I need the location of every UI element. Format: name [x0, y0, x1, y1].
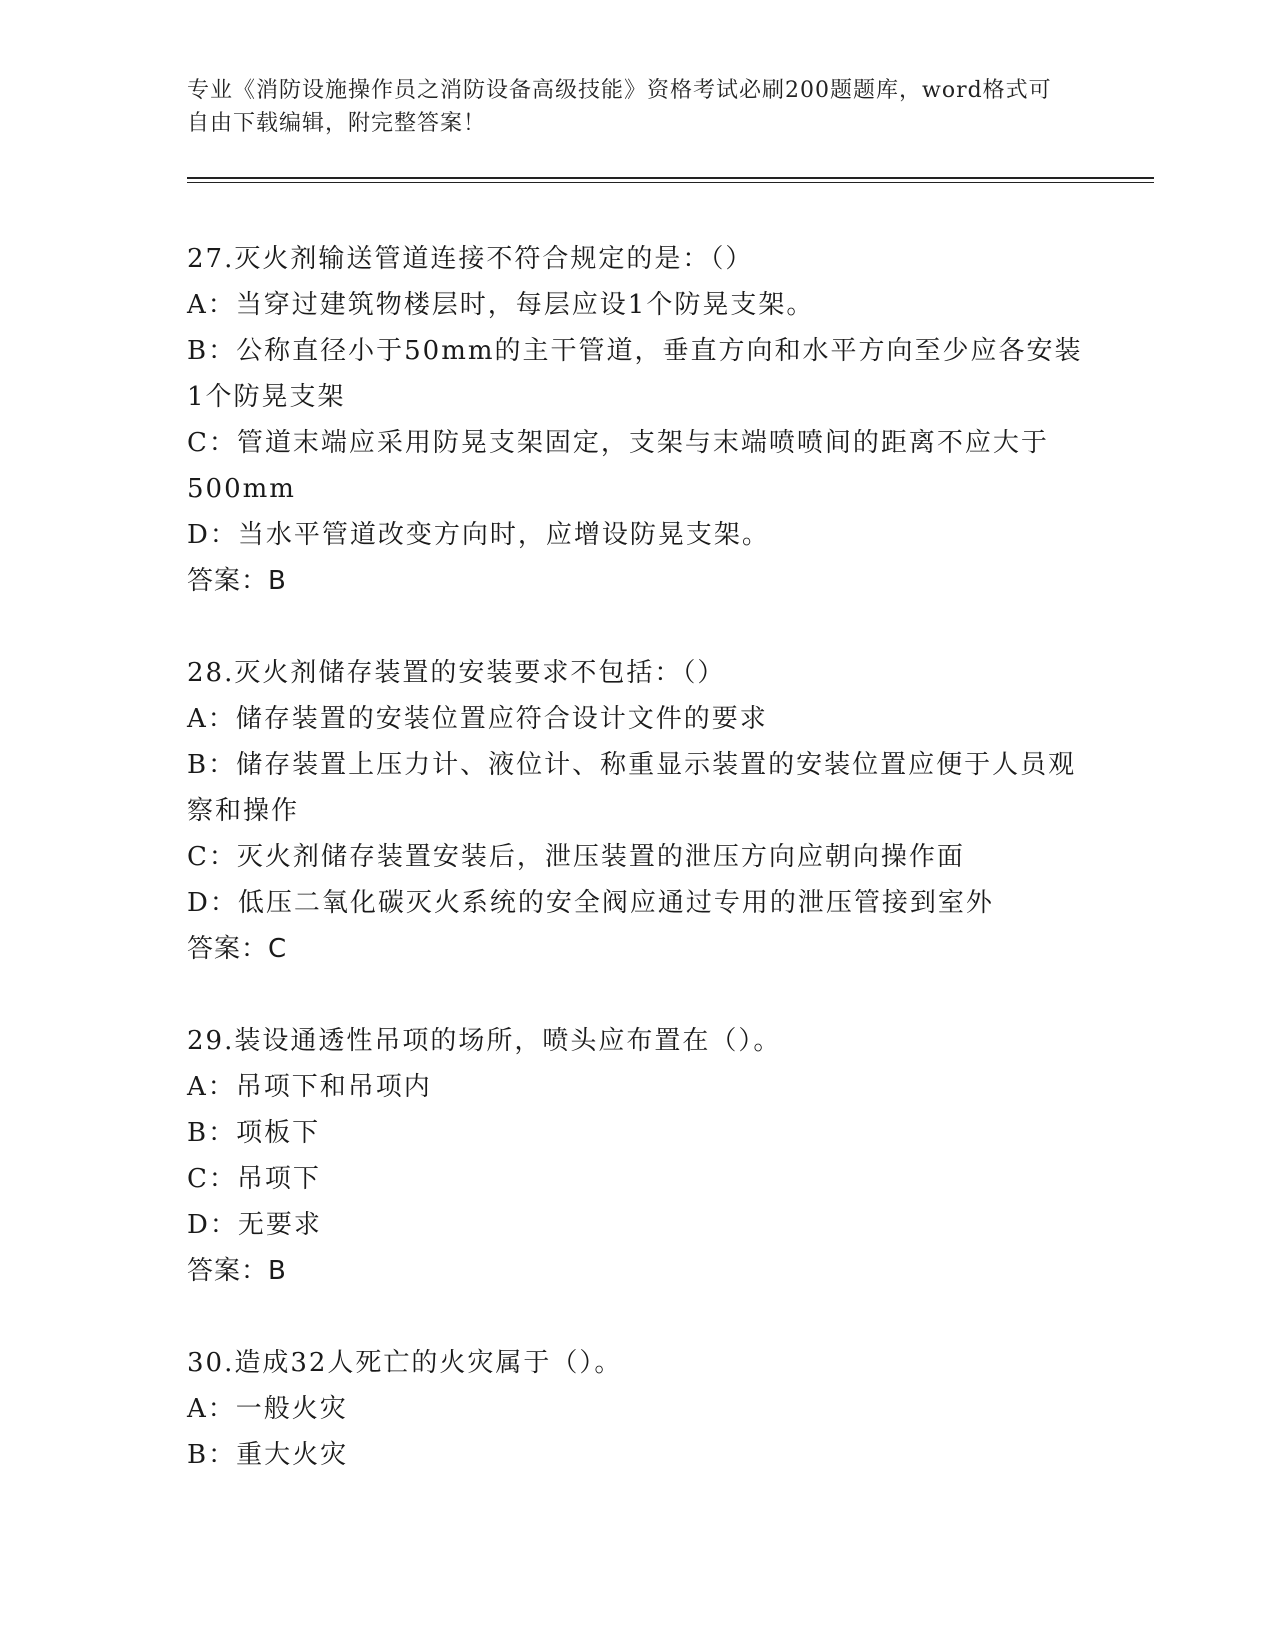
option-c: C：灭火剂储存装置安装后，泄压装置的泄压方向应朝向操作面 [187, 842, 965, 872]
option-c: C：吊项下 [187, 1164, 321, 1194]
answer-label: 答案：B [187, 1256, 287, 1286]
question-28 [187, 650, 1087, 972]
question-list [187, 236, 1087, 1524]
option-d: D：低压二氧化碳灭火系统的安全阀应通过专用的泄压管接到室外 [187, 888, 994, 918]
option-d: D：当水平管道改变方向时，应增设防晃支架。 [187, 520, 770, 550]
answer-label: 答案：C [187, 934, 288, 964]
answer-label: 答案：B [187, 566, 287, 596]
question-27 [187, 236, 1087, 604]
document-header: 专业《消防设施操作员之消防设备高级技能》资格考试必刷200题题库，word格式可自由下载编辑，附完整答案！ [187, 78, 1052, 136]
option-c: C：管道末端应采用防晃支架固定，支架与末端喷喷间的距离不应大于500mm [187, 428, 1049, 504]
option-b: B：重大火灾 [187, 1440, 349, 1470]
header-rule-thin [187, 182, 1154, 183]
header-rule-thick [187, 177, 1154, 179]
question-30 [187, 1340, 1087, 1478]
question-stem: 27.灭火剂输送管道连接不符合规定的是：（） [187, 244, 754, 274]
option-a: A：当穿过建筑物楼层时，每层应设1个防晃支架。 [187, 290, 815, 320]
option-b: B：公称直径小于50mm的主干管道，垂直方向和水平方向至少应各安装1个防晃支架 [187, 336, 1083, 412]
question-29 [187, 1018, 1087, 1294]
option-a: A：吊项下和吊项内 [187, 1072, 432, 1102]
question-stem: 28.灭火剂储存装置的安装要求不包括：（） [187, 658, 726, 688]
question-stem: 30.造成32人死亡的火灾属于（）。 [187, 1348, 623, 1378]
option-b: B：项板下 [187, 1118, 321, 1148]
option-a: A：一般火灾 [187, 1394, 348, 1424]
option-d: D：无要求 [187, 1210, 322, 1240]
option-b: B：储存装置上压力计、液位计、称重显示装置的安装位置应便于人员观察和操作 [187, 750, 1077, 826]
option-a: A：储存装置的安装位置应符合设计文件的要求 [187, 704, 768, 734]
question-stem: 29.装设通透性吊项的场所，喷头应布置在（）。 [187, 1026, 782, 1056]
